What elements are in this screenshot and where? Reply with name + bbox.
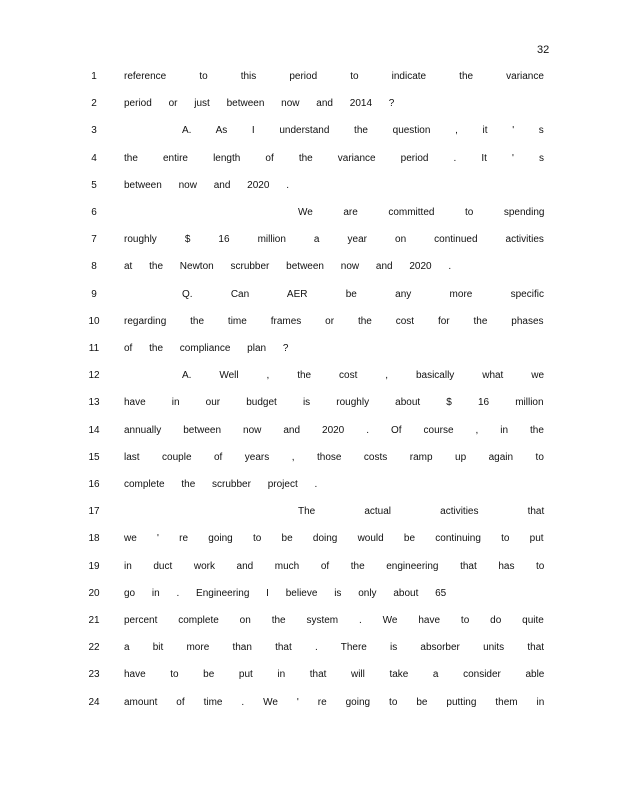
transcript-line xyxy=(0,697,618,713)
line-text: Q. Can AER be any more specific xyxy=(182,288,544,300)
transcript-line xyxy=(0,234,618,250)
transcript-line xyxy=(0,397,618,413)
line-text: percent complete on the system . We have to do quite xyxy=(124,615,544,626)
line-number: 16 xyxy=(88,479,100,490)
transcript-line xyxy=(0,452,618,468)
line-number: 6 xyxy=(91,207,97,218)
line-number: 24 xyxy=(88,696,100,708)
line-number: 14 xyxy=(88,424,100,436)
line-number: 18 xyxy=(88,533,100,545)
line-text: We are committed to spending xyxy=(298,207,545,218)
line-text: The actual activities that xyxy=(298,506,545,518)
line-number: 5 xyxy=(91,179,97,191)
transcript-line xyxy=(0,180,618,196)
transcript-line xyxy=(0,98,618,114)
transcript-line xyxy=(0,71,618,87)
line-number: 20 xyxy=(88,587,100,599)
transcript-line xyxy=(0,669,618,685)
line-number: 23 xyxy=(88,669,100,681)
line-number: 13 xyxy=(88,397,100,409)
transcript-line xyxy=(0,642,618,658)
transcript-line xyxy=(0,588,618,604)
line-number: 12 xyxy=(88,370,100,382)
page-number: 32 xyxy=(537,44,550,56)
transcript-line xyxy=(0,479,618,495)
line-text: at the Newton scrubber between now and 2020 . xyxy=(124,261,452,273)
line-text: A. As I understand the question , it ' s xyxy=(182,125,544,137)
line-number: 9 xyxy=(91,288,97,300)
line-number: 22 xyxy=(88,642,100,654)
line-text: period or just between now and 2014 ? xyxy=(124,98,395,110)
line-number: 21 xyxy=(88,615,100,626)
line-number: 15 xyxy=(88,451,100,463)
line-text: have in our budget is roughly about $ 16 million xyxy=(124,397,544,409)
line-text: complete the scrubber project . xyxy=(124,479,318,490)
line-text: roughly $ 16 million a year on continued activities xyxy=(124,234,544,246)
transcript-line xyxy=(0,153,618,169)
line-text: A. Well , the cost , basically what we xyxy=(182,370,545,382)
transcript-line xyxy=(0,343,618,359)
line-text: a bit more than that . There is absorber units that xyxy=(124,642,545,654)
line-text: amount of time . We ' re going to be putting them in xyxy=(124,696,545,708)
line-text: regarding the time frames or the cost for the phases xyxy=(124,315,544,327)
line-number: 2 xyxy=(91,98,97,110)
line-text: of the compliance plan ? xyxy=(124,343,289,354)
transcript-line xyxy=(0,425,618,441)
line-text: between now and 2020 . xyxy=(124,179,289,191)
transcript-line xyxy=(0,506,618,522)
line-text: we ' re going to be doing would be continuing to put xyxy=(124,533,544,545)
transcript-line xyxy=(0,370,618,386)
line-number: 3 xyxy=(91,125,97,137)
transcript-line xyxy=(0,316,618,332)
line-text: have to be put in that will take a consider able xyxy=(124,669,545,681)
line-number: 7 xyxy=(91,234,97,246)
line-text: last couple of years , those costs ramp up again to xyxy=(124,451,544,463)
line-number: 11 xyxy=(88,343,100,354)
transcript-line xyxy=(0,615,618,631)
line-number: 1 xyxy=(91,71,97,82)
transcript-line xyxy=(0,125,618,141)
line-text: reference to this period to indicate the variance xyxy=(124,71,544,82)
line-number: 10 xyxy=(88,315,100,327)
transcript-line xyxy=(0,207,618,223)
transcript-line xyxy=(0,533,618,549)
line-number: 17 xyxy=(88,506,100,518)
line-number: 8 xyxy=(91,261,97,273)
transcript-line xyxy=(0,289,618,305)
line-text: the entire length of the variance period . It ' s xyxy=(124,152,545,164)
line-text: in duct work and much of the engineering that has to xyxy=(124,560,545,572)
line-number: 19 xyxy=(88,560,100,572)
transcript-line xyxy=(0,261,618,277)
line-text: annually between now and 2020 . Of course , in the xyxy=(124,424,544,436)
line-number: 4 xyxy=(91,152,97,164)
line-text: go in . Engineering I believe is only about 65 xyxy=(124,587,447,599)
transcript-line xyxy=(0,561,618,577)
